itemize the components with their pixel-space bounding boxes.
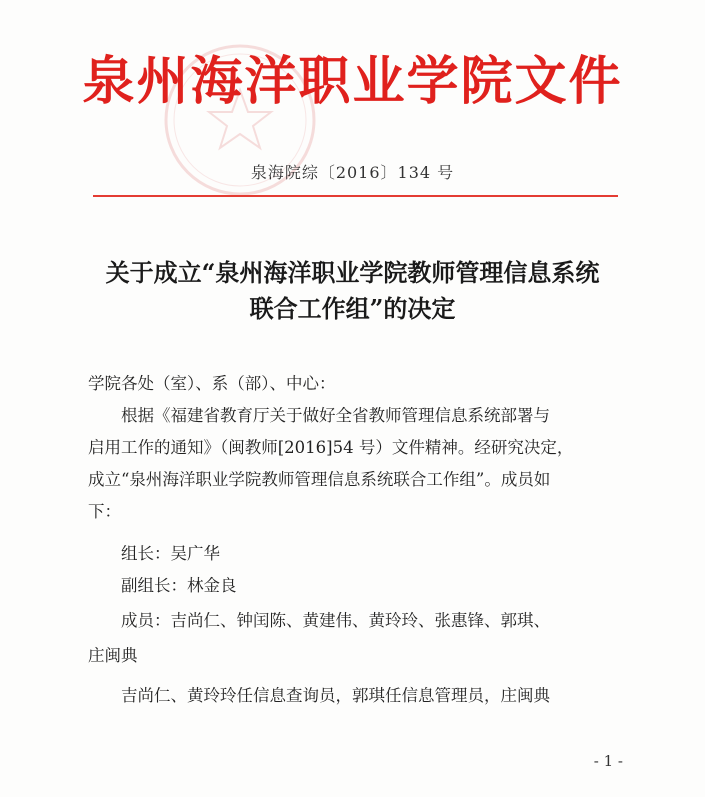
document-number: 泉海院综〔2016〕134 号 bbox=[250, 163, 455, 182]
page-number: - 1 - bbox=[593, 752, 623, 770]
document-title-line-1: 关于成立“泉州海洋职业学院教师管理信息系统 bbox=[105, 258, 600, 287]
group-leader: 组长：吴广华 bbox=[121, 544, 220, 563]
red-divider-line bbox=[93, 195, 618, 197]
members-line: 庄闽典 bbox=[88, 646, 138, 665]
members-line: 成员：吉尚仁、钟闰陈、黄建伟、黄玲玲、张惠锋、郭琪、 bbox=[121, 611, 550, 630]
document-title-line-2: 联合工作组”的决定 bbox=[249, 294, 456, 323]
paragraph-line: 成立“泉州海洋职业学院教师管理信息系统联合工作组”。成员如 bbox=[88, 470, 551, 489]
masthead-title: 泉州海洋职业学院文件 bbox=[82, 51, 623, 112]
paragraph-line: 根据《福建省教育厅关于做好全省教师管理信息系统部署与 bbox=[121, 406, 550, 425]
salutation: 学院各处（室）、系（部）、中心： bbox=[88, 374, 336, 393]
vice-group-leader: 副组长：林金良 bbox=[121, 576, 237, 595]
paragraph-line: 启用工作的通知》（闽教师[2016]54 号）文件精神。经研究决定， bbox=[88, 438, 574, 457]
duties-line: 吉尚仁、黄玲玲任信息查询员，郭琪任信息管理员，庄闽典 bbox=[121, 686, 550, 705]
paragraph-line: 下： bbox=[88, 502, 121, 521]
